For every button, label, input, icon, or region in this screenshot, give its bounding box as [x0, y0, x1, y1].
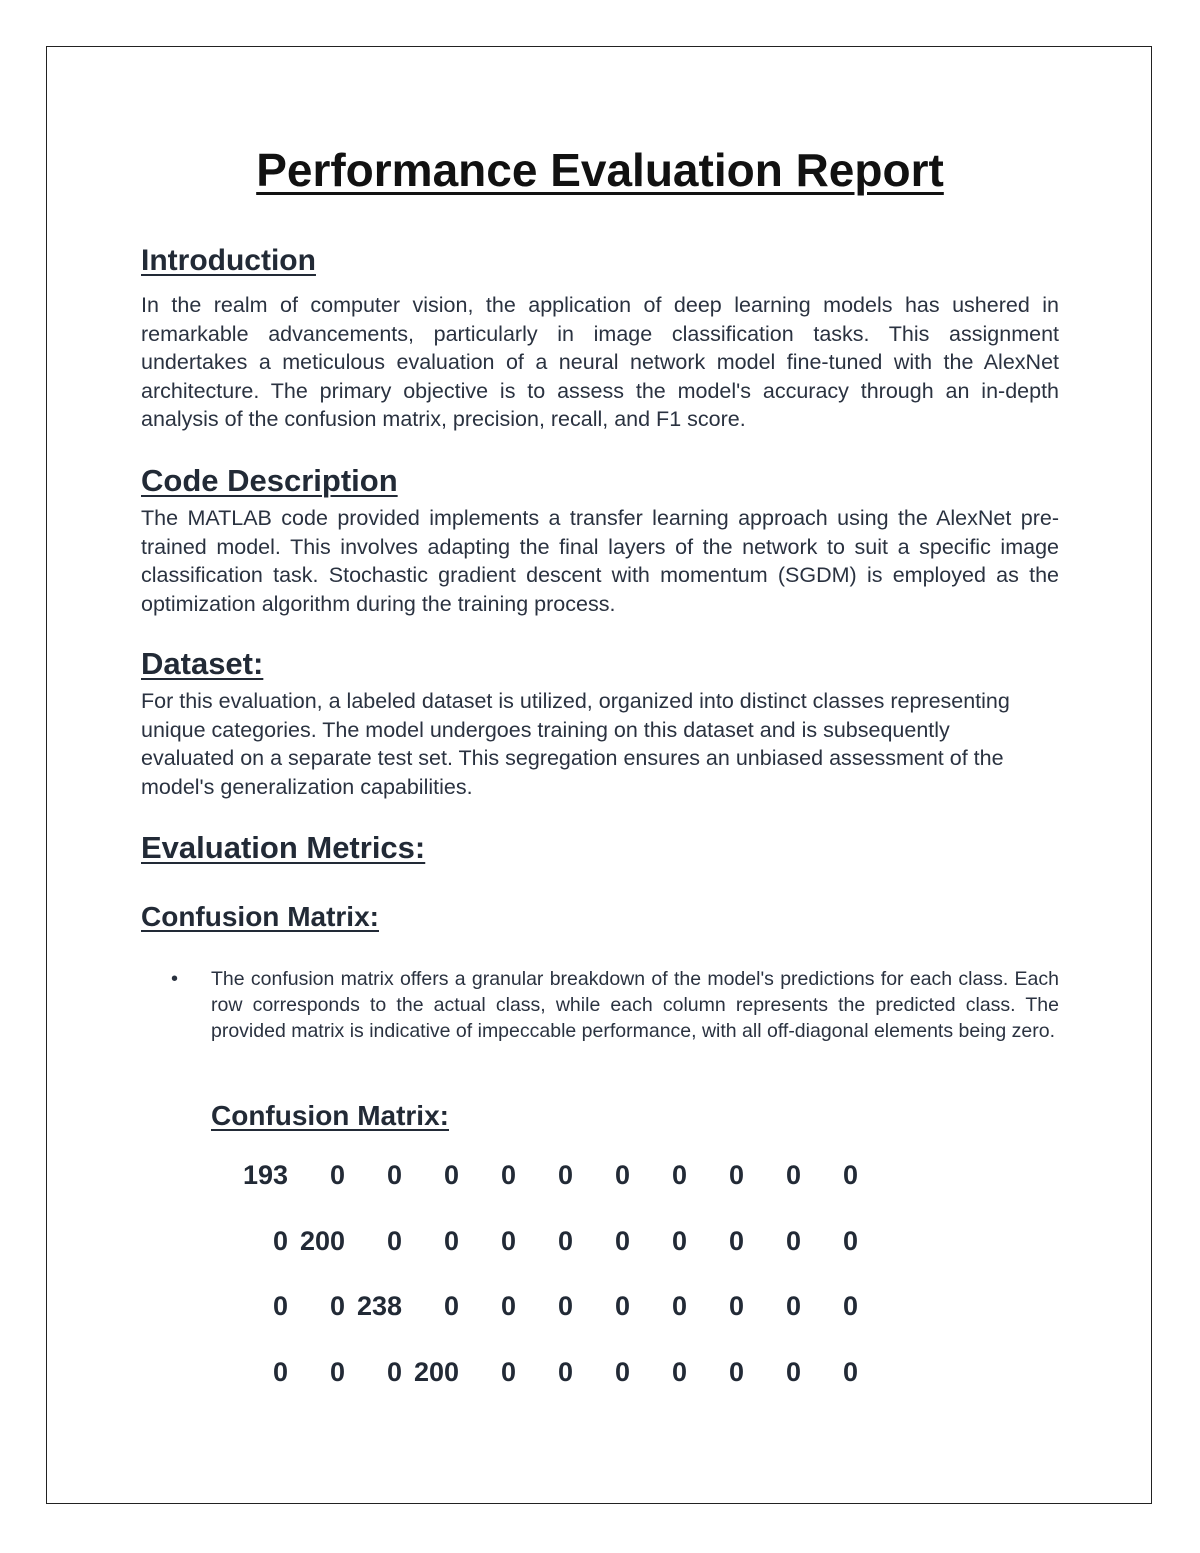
matrix-cell: 0	[842, 1225, 858, 1256]
dataset-heading: Dataset:	[141, 646, 264, 681]
matrix-cell: 0	[785, 1291, 801, 1321]
confusion-matrix-heading: Confusion Matrix:	[141, 901, 379, 932]
matrix-cell: 0	[614, 1160, 630, 1190]
matrix-cell: 0	[329, 1160, 345, 1190]
matrix-cell: 0	[785, 1225, 801, 1256]
matrix-cell: 0	[728, 1356, 744, 1387]
matrix-cell: 0	[728, 1160, 744, 1190]
matrix-cell: 193	[242, 1160, 288, 1190]
matrix-cell: 0	[443, 1225, 459, 1256]
introduction-heading: Introduction	[141, 244, 316, 277]
matrix-cell: 0	[614, 1356, 630, 1387]
matrix-cell: 0	[557, 1160, 573, 1190]
matrix-cell: 0	[842, 1160, 858, 1190]
code-description-heading: Code Description	[141, 463, 398, 498]
matrix-cell: 0	[614, 1291, 630, 1321]
dataset-paragraph: For this evaluation, a labeled dataset is utilized, organized into distinct classes representing unique categories. The model undergoes training on this dataset and is subsequently evaluated on a separate test set. This segregation ensures an unbiased assessment of the model's generalization capabilities.	[141, 689, 1010, 799]
matrix-cell: 0	[386, 1356, 402, 1387]
matrix-cell: 0	[329, 1356, 345, 1387]
matrix-cell: 0	[842, 1291, 858, 1321]
matrix-cell: 0	[785, 1160, 801, 1190]
evaluation-metrics-heading: Evaluation Metrics:	[141, 830, 426, 865]
matrix-cell: 0	[443, 1160, 459, 1190]
document-title: Performance Evaluation Report	[256, 144, 944, 196]
bullet-dot-icon: •	[171, 968, 179, 990]
matrix-cell: 0	[728, 1225, 744, 1256]
matrix-cell: 0	[500, 1225, 516, 1256]
matrix-cell: 0	[329, 1291, 345, 1321]
matrix-cell: 0	[386, 1225, 402, 1256]
matrix-cell: 0	[728, 1291, 744, 1321]
matrix-cell: 0	[557, 1291, 573, 1321]
matrix-cell: 0	[614, 1225, 630, 1256]
matrix-cell: 0	[557, 1356, 573, 1387]
matrix-cell: 200	[299, 1225, 345, 1256]
confusion-matrix-subtitle: Confusion Matrix:	[211, 1100, 449, 1131]
matrix-cell: 0	[671, 1160, 687, 1190]
bullet-item: The confusion matrix offers a granular breakdown of the model's predictions for each class. Each row corresponds to the actual class, while each column represents the predicted class. The provided matrix is indicative of impeccable performance, with all off-diagonal elements being zero.	[211, 968, 1059, 1042]
matrix-cell: 0	[272, 1225, 288, 1256]
matrix-cell: 0	[842, 1356, 858, 1387]
matrix-cell: 0	[386, 1160, 402, 1190]
matrix-cell: 0	[671, 1356, 687, 1387]
matrix-cell: 0	[272, 1356, 288, 1387]
matrix-cell: 0	[443, 1291, 459, 1321]
matrix-cell: 238	[356, 1291, 402, 1321]
matrix-cell: 0	[272, 1291, 288, 1321]
code-description-paragraph: The MATLAB code provided implements a transfer learning approach using the AlexNet pre-trained model. This involves adapting the final layers of the network to suit a specific image classification task. Stochastic gradient descent with momentum (SGDM) is employed as the optimization algorithm during the training process.	[141, 506, 1059, 616]
matrix-cell: 200	[413, 1356, 459, 1387]
matrix-cell: 0	[671, 1225, 687, 1256]
matrix-cell: 0	[500, 1291, 516, 1321]
matrix-cell: 0	[500, 1356, 516, 1387]
introduction-paragraph: In the realm of computer vision, the application of deep learning models has ushered in remarkable advancements, particularly in image classification tasks. This assignment undertakes a meticulous evaluation of a neural network model fine-tuned with the AlexNet architecture. The primary objective is to assess the model's accuracy through an in-depth analysis of the confusion matrix, precision, recall, and F1 score.	[141, 293, 1059, 432]
matrix-cell: 0	[785, 1356, 801, 1387]
matrix-cell: 0	[671, 1291, 687, 1321]
matrix-cell: 0	[557, 1225, 573, 1256]
matrix-cell: 0	[500, 1160, 516, 1190]
